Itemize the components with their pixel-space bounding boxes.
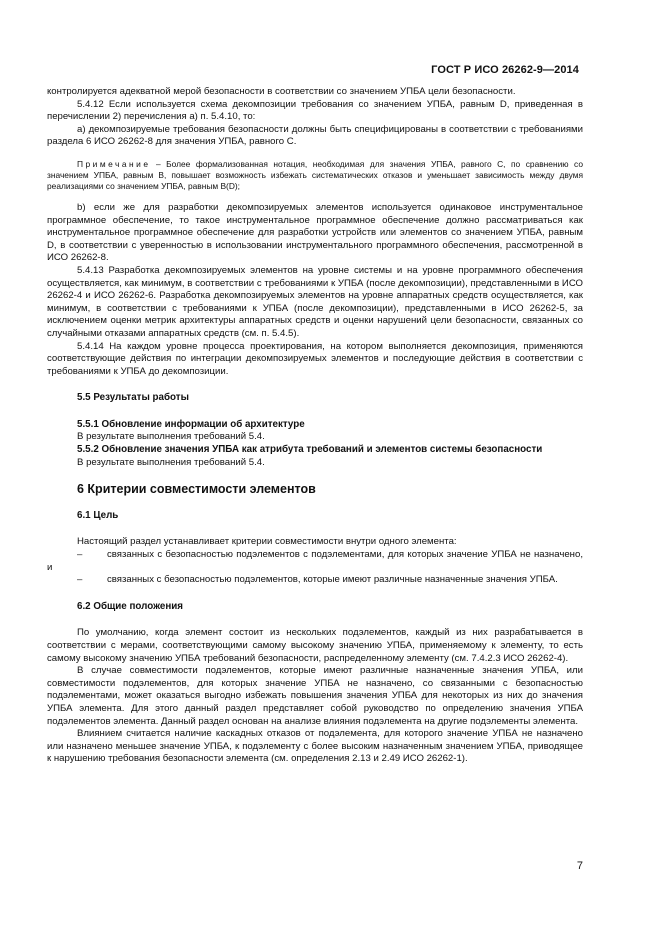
note-text: – Более формализованная нотация, необходимая для значения УПБА, равного С, по сравнению со значением УПБА, равным В, повышает возможность избежать систематических отказов и уменьшает зависимость между двумя реализациями со значением УПБА, равным В(D); bbox=[47, 158, 583, 191]
dash-list-item bbox=[47, 549, 583, 574]
clause-5-4-14: 5.4.14 На каждом уровне процесса проектирования, на котором выполняется декомпозиция, применяются соответствующие действия по интеграции декомпозируемых элементов и последующие действия в соответствии с требованиями к УПБА до декомпозиции. bbox=[47, 340, 583, 377]
paragraph: В результате выполнения требований 5.4. bbox=[77, 456, 265, 468]
paragraph: В результате выполнения требований 5.4. bbox=[77, 431, 265, 443]
document-header: ГОСТ Р ИСО 26262-9—2014 bbox=[431, 64, 579, 76]
heading-6: 6 Критерии совместимости элементов bbox=[77, 482, 316, 497]
dash-marker: – bbox=[77, 549, 83, 561]
dash-item-text: связанных с безопасностью подэлементов с подэлементами, для которых значение УПБА не назначено, и bbox=[47, 549, 583, 573]
dash-list-item bbox=[47, 574, 583, 587]
dash-marker: – bbox=[77, 574, 83, 586]
paragraph: В случае совместимости подэлементов, которые имеют различные назначенные значения УПБА, или совместимости подэлементов, для которых значение УПБА не назначено, со связанными с безопасностью подэлементами, может оказаться выгодно избежать повышения значения УПБА для некоторых из них до значения УПБА элемента. Для этого данный раздел представляет собой руководство по определению значения УПБА подэлементов элемента. Данный раздел основан на анализе влияния подэлемента на другие подэлементы элемента. bbox=[47, 665, 583, 727]
paragraph: По умолчанию, когда элемент состоит из нескольких подэлементов, каждый из них разрабатывается в соответствии с мерами, соответствующими самому высокому значению УПБА, применяемому к элементу, то есть самому высокому значению УПБА требований безопасности, распределенному элементу (см. 7.4.2.3 ИСО 26262-4). bbox=[47, 627, 583, 664]
heading-6-1: 6.1 Цель bbox=[77, 509, 119, 521]
heading-5-5: 5.5 Результаты работы bbox=[77, 392, 189, 404]
dash-item-text: связанных с безопасностью подэлементов, которые имеют различные назначенные значения УПБА. bbox=[107, 574, 558, 586]
paragraph: контролируется адекватной мерой безопасности в соответствии со значением УПБА цели безопасности. bbox=[47, 86, 516, 97]
clause-5-4-12: 5.4.12 Если используется схема декомпозиции требования со значением УПБА, равным D, приведенная в перечислении 2) перечисления а) п. 5.4.10, то: bbox=[47, 98, 583, 123]
paragraph: Настоящий раздел устанавливает критерии совместимости внутри одного элемента: bbox=[77, 536, 457, 548]
paragraph: Влиянием считается наличие каскадных отказов от подэлемента, для которого значение УПБА не назначено или назначено меньшее значение УПБА, к подэлементу с более высоким назначенным значением УПБА, приводящее к нарушению требования безопасности элемента (см. определения 2.13 и 2.49 ИСО 26262-1). bbox=[47, 728, 583, 765]
note bbox=[47, 159, 583, 192]
heading-5-5-2: 5.5.2 Обновление значения УПБА как атрибута требований и элементов системы безопасности bbox=[77, 444, 543, 456]
heading-6-2: 6.2 Общие положения bbox=[77, 600, 184, 612]
list-item-b: b) если же для разработки декомпозируемых элементов используется одинаковое инструментальное программное обеспечение, то такое инструментальное программное обеспечение должно рассматриваться как инструментальное программное обеспечение для разработки устройств или элементов со значением УПБА, равным D, в соответствии с уверенностью в использовании инструментального программного обеспечения, рассмотренной в ИСО 26262-8. bbox=[47, 201, 583, 264]
page-content bbox=[47, 86, 583, 766]
list-item-a: а) декомпозируемые требования безопасности должны быть специфицированы в соответствии с требованиями раздела 6 ИСО 26262-8 для значения УПБА, равного С. bbox=[47, 123, 583, 148]
page-number: 7 bbox=[576, 860, 583, 872]
heading-5-5-1: 5.5.1 Обновление информации об архитектуре bbox=[77, 418, 305, 430]
note-label: Примечание bbox=[77, 158, 151, 169]
clause-5-4-13: 5.4.13 Разработка декомпозируемых элементов на уровне системы и на уровне программного обеспечения осуществляется, как минимум, в соответствии с требованиями к УПБА (после декомпозиции), представленными в ИСО 26262-4 и ИСО 26262-6. Разработка декомпозируемых элементов на уровне аппаратных средств осуществляется, как минимум, в соответствии с требованиями к УПБА (после декомпозиции), представленными в ИСО 26262-5, за исключением оценки метрик архитектуры аппаратных средств и оценки нарушений цели безопасности, связанных со случайными отказами аппаратных средств (см. п. 5.4.5). bbox=[47, 264, 583, 339]
